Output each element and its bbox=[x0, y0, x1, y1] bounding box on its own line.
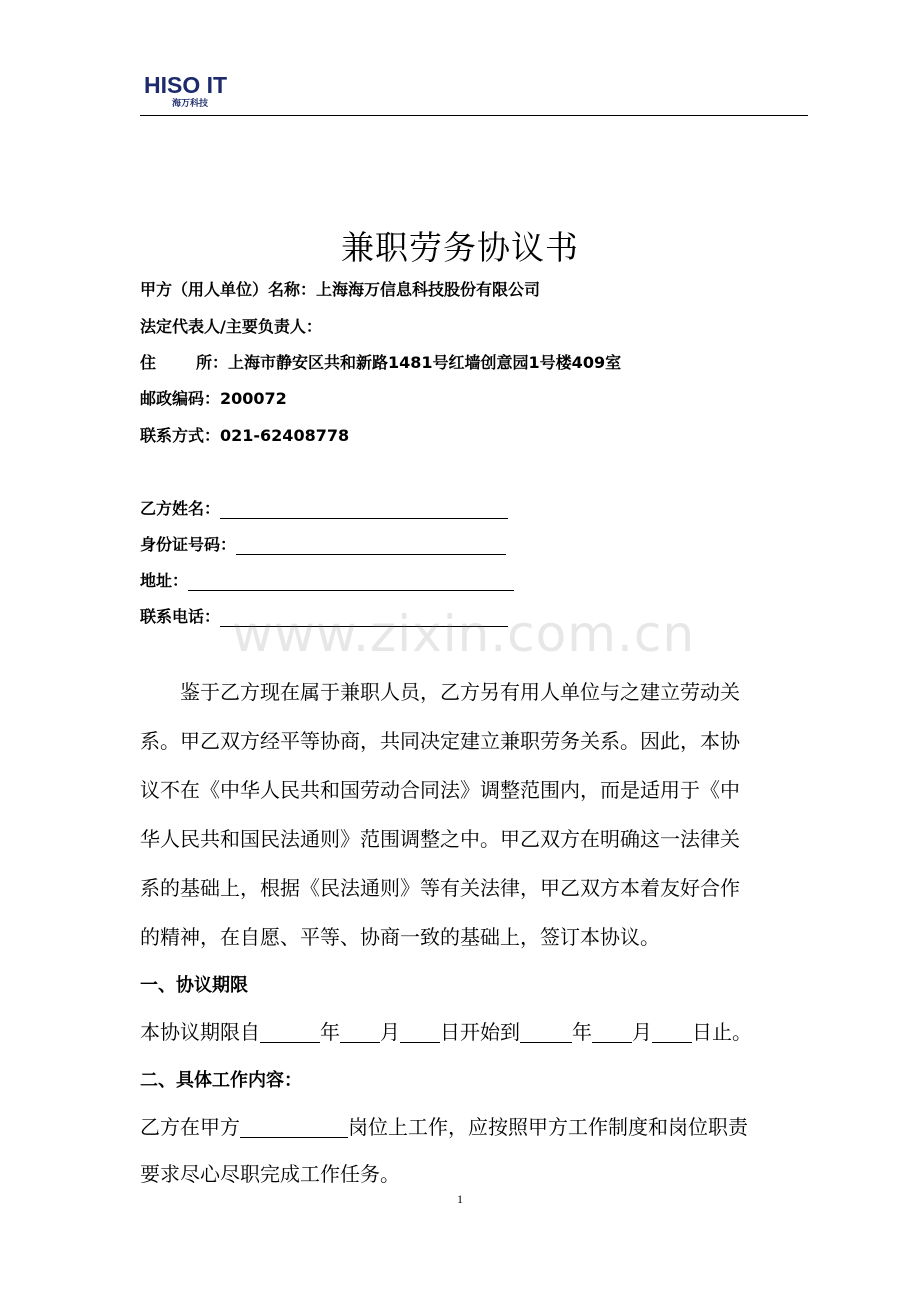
term-text-end: 日止。 bbox=[692, 1020, 752, 1044]
job-position-field[interactable] bbox=[240, 1117, 348, 1138]
watermark: www.zixin.com.cn bbox=[232, 605, 696, 663]
start-day-field[interactable] bbox=[400, 1022, 440, 1043]
term-text-end-year: 年 bbox=[572, 1020, 592, 1044]
end-year-field[interactable] bbox=[520, 1022, 572, 1043]
party-b-phone-label: 联系电话： bbox=[140, 607, 221, 626]
party-b-name-row bbox=[140, 496, 508, 519]
party-a-contact: 联系方式：021-62408778 bbox=[140, 426, 350, 445]
party-a-representative: 法定代表人/主要负责人： bbox=[140, 317, 322, 336]
start-month-field[interactable] bbox=[340, 1022, 380, 1043]
party-a-address bbox=[140, 350, 621, 373]
party-b-id-field[interactable] bbox=[236, 536, 506, 555]
document-title: 兼职劳务协议书 bbox=[341, 228, 579, 267]
party-b-name-label: 乙方姓名： bbox=[140, 499, 221, 518]
intro-line: 华人民共和国民法通则》范围调整之中。甲乙双方在明确这一法律关 bbox=[140, 827, 740, 851]
address-label-1: 住 bbox=[140, 353, 157, 372]
start-year-field[interactable] bbox=[260, 1022, 320, 1043]
party-b-name-field[interactable] bbox=[220, 500, 508, 519]
term-text-start: 本协议期限自 bbox=[140, 1020, 260, 1044]
party-b-id-row bbox=[140, 532, 506, 555]
party-b-address-label: 地址： bbox=[140, 571, 189, 590]
logo-subtext: 海万科技 bbox=[172, 99, 209, 109]
end-day-field[interactable] bbox=[652, 1022, 692, 1043]
intro-line: 系。甲乙双方经平等协商，共同决定建立兼职劳务关系。因此，本协 bbox=[140, 729, 740, 753]
logo-text: HISO IT bbox=[144, 72, 228, 98]
job-content-line-2: 要求尽心尽职完成工作任务。 bbox=[140, 1162, 400, 1186]
party-a-name: 甲方（用人单位）名称：上海海万信息科技股份有限公司 bbox=[140, 280, 541, 299]
intro-paragraph bbox=[140, 668, 790, 962]
term-text-end-month: 月 bbox=[632, 1020, 652, 1044]
term-text-until: 日开始到 bbox=[440, 1020, 520, 1044]
party-b-address-field[interactable] bbox=[188, 572, 514, 591]
header-divider bbox=[140, 115, 808, 116]
intro-line: 鉴于乙方现在属于兼职人员，乙方另有用人单位与之建立劳动关 bbox=[180, 680, 740, 704]
party-a-postcode: 邮政编码：200072 bbox=[140, 389, 287, 408]
term-text-year: 年 bbox=[320, 1020, 340, 1044]
intro-line: 议不在《中华人民共和国劳动合同法》调整范围内，而是适用于《中 bbox=[140, 778, 740, 802]
term-text-month: 月 bbox=[380, 1020, 400, 1044]
address-label-2: 所：上海市静安区共和新路1481号红墙创意园1号楼409室 bbox=[196, 353, 622, 372]
end-month-field[interactable] bbox=[592, 1022, 632, 1043]
job-text-rest: 岗位上工作，应按照甲方工作制度和岗位职责 bbox=[348, 1115, 748, 1139]
intro-line: 的精神，在自愿、平等、协商一致的基础上，签订本协议。 bbox=[140, 925, 660, 949]
agreement-term-line bbox=[140, 1016, 752, 1045]
section-2-heading: 二、具体工作内容： bbox=[140, 1070, 302, 1091]
company-logo bbox=[144, 72, 244, 112]
section-1-heading: 一、协议期限 bbox=[140, 975, 248, 996]
intro-line: 系的基础上，根据《民法通则》等有关法律，甲乙双方本着友好合作 bbox=[140, 876, 740, 900]
job-content-line-1 bbox=[140, 1111, 748, 1140]
party-b-address-row bbox=[140, 568, 514, 591]
party-b-id-label: 身份证号码： bbox=[140, 535, 237, 554]
job-text-start: 乙方在甲方 bbox=[140, 1115, 240, 1139]
page-number: 1 bbox=[457, 1192, 463, 1206]
